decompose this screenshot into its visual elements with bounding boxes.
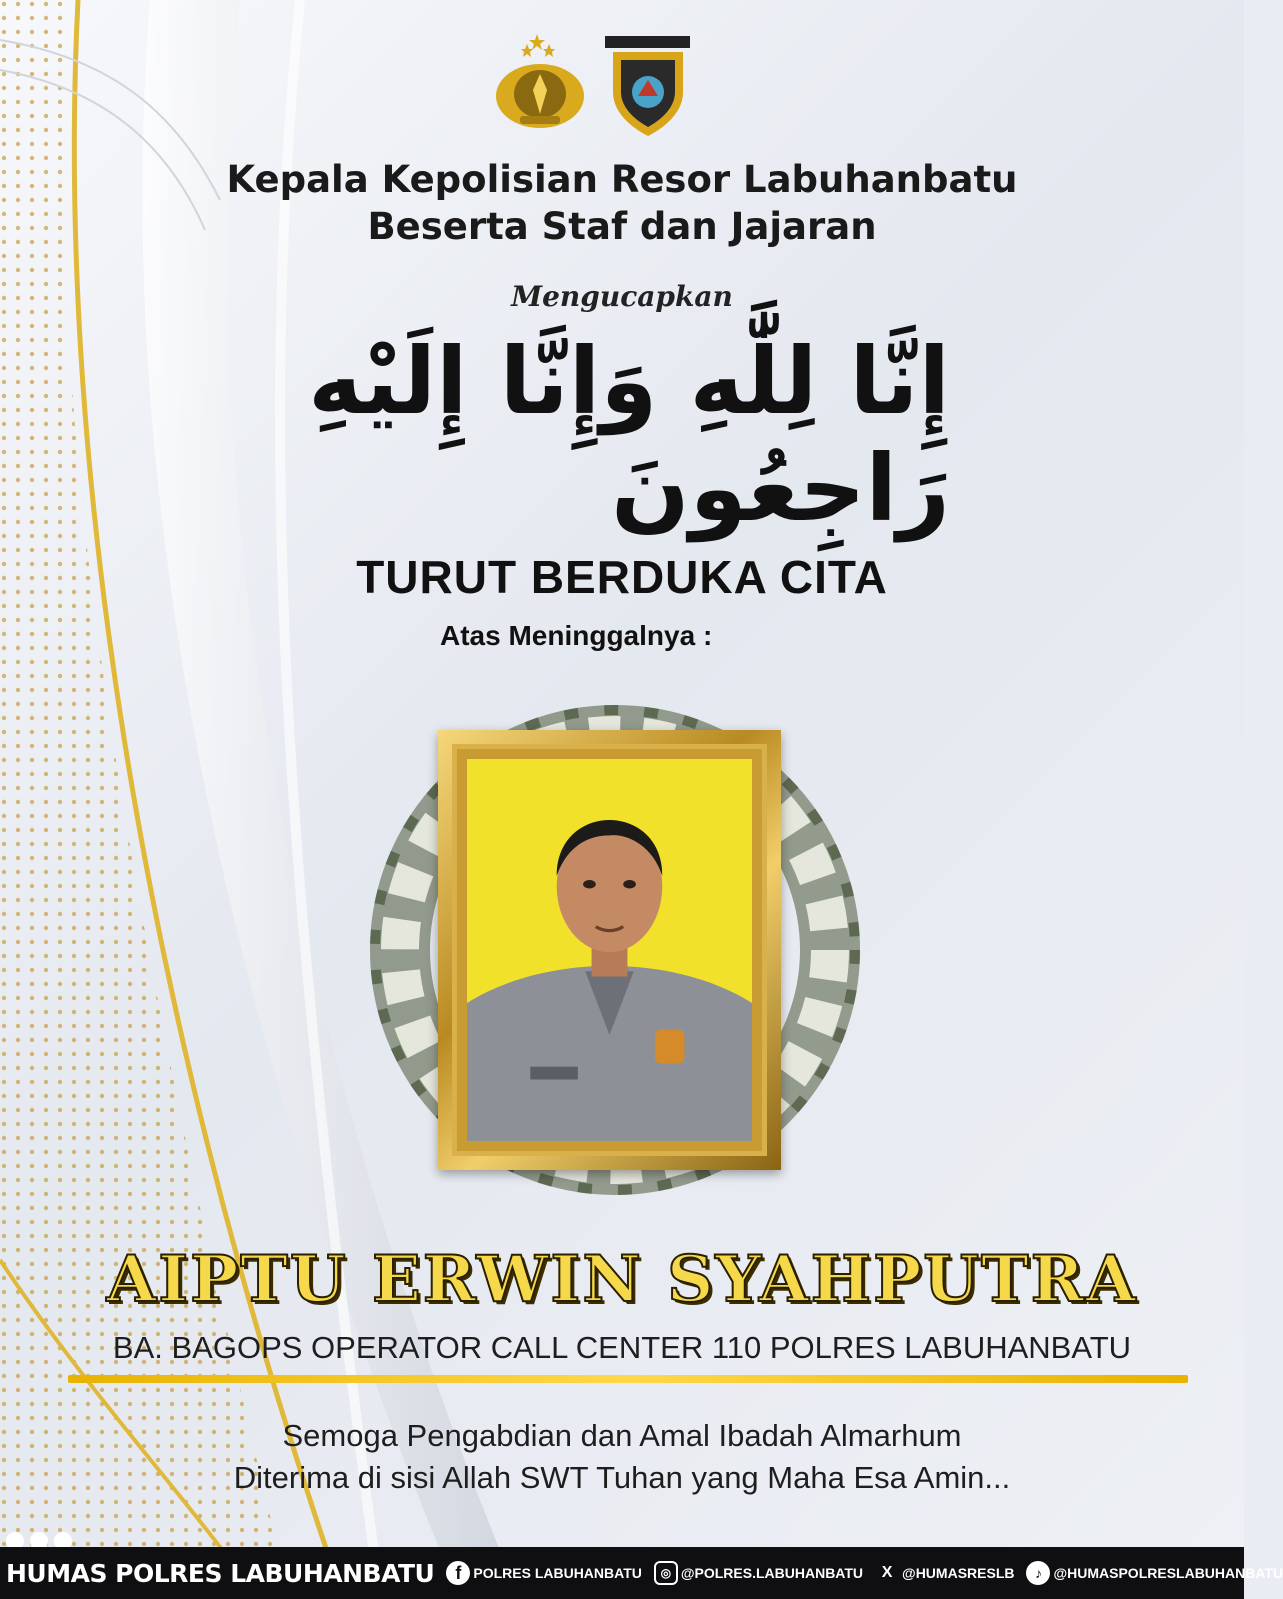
- social-handle: @HUMASRESLB: [902, 1565, 1015, 1581]
- tribrata-emblem-icon: [496, 34, 584, 128]
- condolence-subtitle: Atas Meninggalnya :: [440, 620, 713, 651]
- condolence-title: TURUT BERDUKA CITA: [356, 551, 888, 603]
- social-tiktok[interactable]: [1026, 1561, 1283, 1585]
- facebook-icon: f: [446, 1561, 470, 1585]
- arabic-calligraphy: إِنَّا لِلَّٰهِ وَإِنَّا إِلَيْهِ رَاجِعُونَ: [308, 328, 950, 542]
- portrait-photo: [467, 759, 752, 1141]
- footer-bar: [0, 1547, 1283, 1599]
- social-facebook[interactable]: [446, 1561, 642, 1585]
- social-instagram[interactable]: [654, 1561, 863, 1585]
- footer-brand: HUMAS POLRES LABUHANBATU: [6, 1558, 435, 1588]
- gold-divider: [68, 1375, 1188, 1383]
- prayer-line-2: Diterima di sisi Allah SWT Tuhan yang Maha Esa Amin...: [233, 1460, 1011, 1495]
- social-handle: POLRES LABUHANBATU: [473, 1565, 642, 1581]
- greeting-text: Mengucapkan: [511, 280, 733, 313]
- social-x[interactable]: [875, 1561, 1014, 1585]
- header-line-2: Beserta Staf dan Jajaran: [367, 205, 877, 248]
- deceased-position: BA. BAGOPS OPERATOR CALL CENTER 110 POLRES LABUHANBATU: [112, 1330, 1132, 1365]
- polres-labuhanbatu-badge-icon: [605, 36, 690, 136]
- prayer-line-1: Semoga Pengabdian dan Amal Ibadah Almarhum: [282, 1418, 962, 1453]
- social-handle: @POLRES.LABUHANBATU: [680, 1565, 864, 1581]
- photo-frame: [438, 730, 781, 1170]
- instagram-icon: ◎: [654, 1561, 678, 1585]
- x-icon: X: [881, 1564, 893, 1581]
- header-line-1: Kepala Kepolisian Resor Labuhanbatu: [226, 158, 1018, 201]
- tiktok-icon: ♪: [1026, 1561, 1050, 1585]
- social-handle: @HUMASPOLRESLABUHANBATU: [1053, 1565, 1283, 1581]
- logos: [495, 30, 700, 140]
- deceased-name: AIPTU ERWIN SYAHPUTRA: [106, 1242, 1138, 1317]
